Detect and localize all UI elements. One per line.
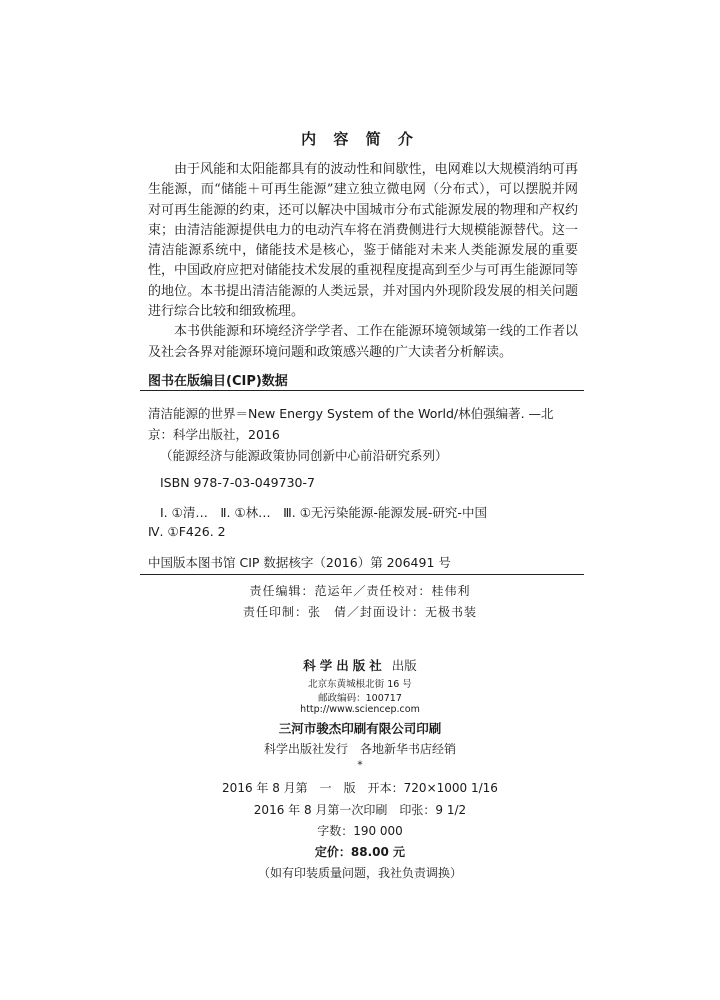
- word-count: 字数：190 000: [317, 824, 403, 838]
- distribution: 科学出版社发行 各地新华书店经销: [263, 742, 456, 756]
- publisher-address: 北京东黄城根北街 16 号: [308, 679, 412, 690]
- publisher-suffix: 出版: [391, 658, 417, 673]
- cip-title-line: 清洁能源的世界＝New Energy System of the World/林伯强编著. —北: [148, 406, 554, 421]
- publisher-postcode: 邮政编码：100717: [318, 693, 402, 704]
- edition-info: 2016 年 8 月第 一 版 开本：720×1000 1/16: [222, 781, 498, 795]
- printer: 三河市骏杰印刷有限公司印刷: [278, 721, 442, 736]
- divider: [140, 574, 584, 575]
- cip-verification: 中国版本图书馆 CIP 数据核字（2016）第 206491 号: [148, 555, 451, 570]
- cip-series: （能源经济与能源政策协同创新中心前沿研究系列）: [160, 448, 448, 463]
- cip-title-line: 京：科学出版社，2016: [148, 427, 280, 442]
- cip-subjects: Ⅰ. ①清… Ⅱ. ①林… Ⅲ. ①无污染能源-能源发展-研究-中国: [160, 505, 487, 520]
- summary-body: [148, 160, 578, 363]
- publisher-name: 科学出版社: [303, 658, 386, 673]
- cip-heading: 图书在版编目(CIP)数据: [148, 374, 288, 389]
- price: 定价：88.00 元: [314, 845, 406, 859]
- cip-isbn: ISBN 978-7-03-049730-7: [160, 475, 315, 490]
- editor-credits: 责任印制：张 倩／封面设计：无极书装: [242, 605, 477, 619]
- quality-notice: （如有印装质量问题，我社负责调换）: [257, 866, 462, 880]
- printing-info: 2016 年 8 月第一次印刷 印张：9 1/2: [253, 803, 467, 817]
- summary-paragraph: 由于风能和太阳能都具有的波动性和间歇性，电网难以大规模消纳可再生能源，而“储能＋可再生能源”建立独立微电网（分布式），可以摆脱并网对可再生能源的约束，还可以解决中国城市分布式能源发展的物理和产权约束；由清洁能源提供电力的电动汽车将在消费侧进行大规模能源替代。这一清洁能源系统中，储能技术是核心，鉴于储能对未来人类能源发展的重要性，中国政府应把对储能技术发展的重视程度提高到至少与可再生能源同等的地位。本书提出清洁能源的人类远景，并对国内外现阶段发展的相关问题进行综合比较和细致梳理。: [148, 162, 578, 320]
- separator-star: *: [357, 760, 363, 771]
- publisher-website: http://www.sciencep.com: [300, 704, 420, 715]
- cip-subjects: Ⅳ. ①F426. 2: [148, 524, 226, 539]
- editor-credits: 责任编辑：范运年／责任校对：桂伟利: [249, 584, 471, 598]
- summary-paragraph: 本书供能源和环境经济学学者、工作在能源环境领域第一线的工作者以及社会各界对能源环境问题和政策感兴趣的广大读者分析解读。: [148, 324, 578, 360]
- summary-title: 内 容 简 介: [301, 130, 419, 148]
- divider: [140, 390, 584, 391]
- publisher-line: [0, 656, 720, 674]
